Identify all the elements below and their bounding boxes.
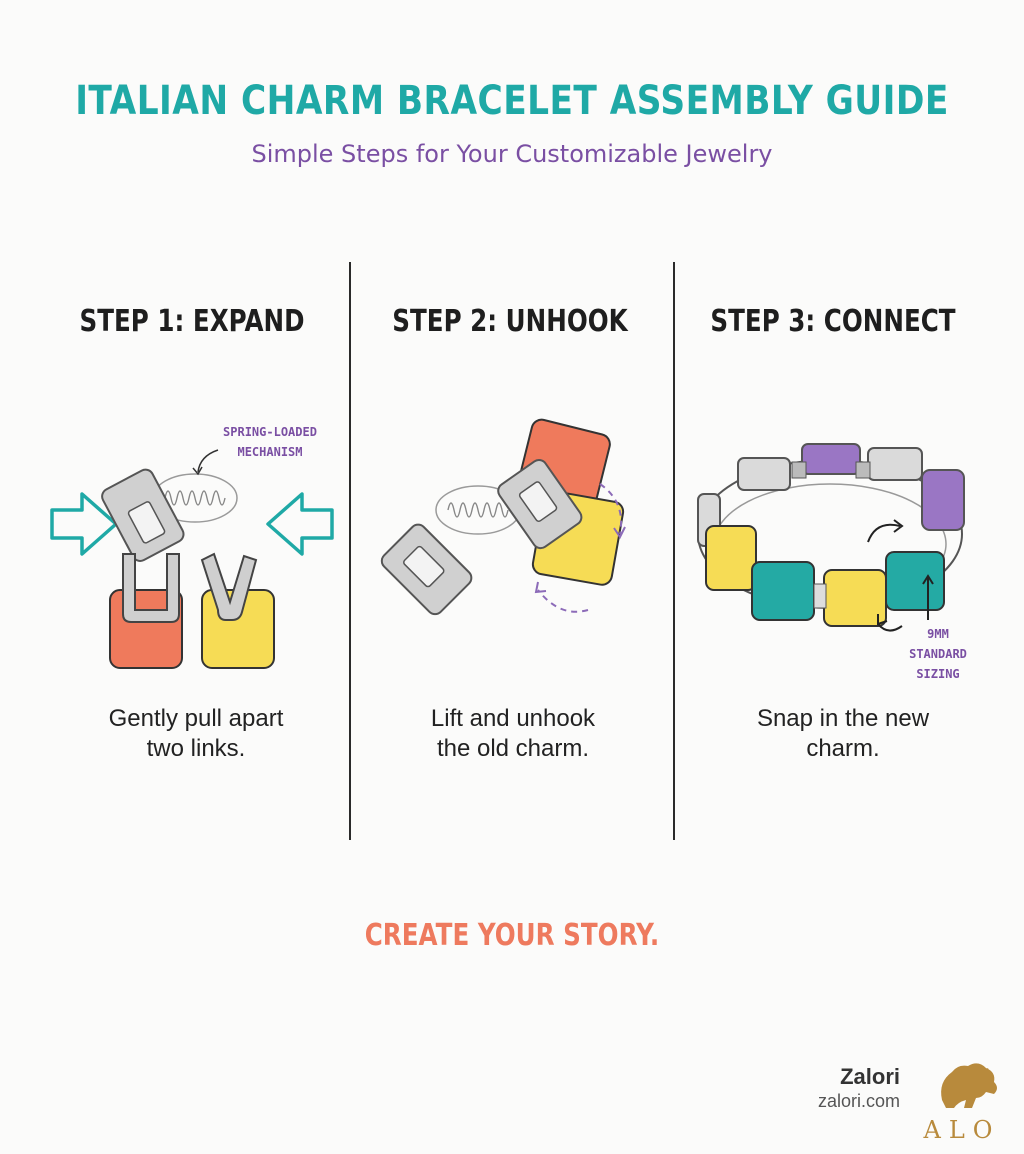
tagline: CREATE YOUR STORY. — [364, 918, 660, 953]
step-1-description: Gently pull apart two links. — [108, 705, 284, 762]
step-3-illustration — [690, 434, 990, 694]
lion-logo-icon — [916, 1052, 1016, 1142]
step-2-description: Lift and unhook the old charm. — [430, 705, 596, 762]
page-subtitle: Simple Steps for Your Customizable Jewelry — [251, 140, 773, 168]
sizing-callout-line3: SIZING — [916, 667, 960, 681]
step-1-illustration — [40, 410, 350, 680]
step-2-illustration — [388, 418, 648, 628]
silver-link — [379, 521, 475, 617]
brand-url[interactable]: zalori.com — [817, 1091, 900, 1111]
page-title: ITALIAN CHARM BRACELET ASSEMBLY GUIDE — [75, 78, 949, 124]
step-3-title: STEP 3: CONNECT — [710, 304, 956, 339]
silver-link — [99, 467, 186, 564]
right-arrow-icon — [268, 494, 332, 554]
yellow-charm — [202, 554, 274, 668]
logo-text: ALO — [923, 1116, 1001, 1142]
rotate-arrow-icon — [868, 525, 900, 542]
sizing-callout-line1: 9MM — [927, 627, 949, 641]
sizing-callout-line2: STANDARD — [909, 647, 967, 661]
brand-name: Zalori — [840, 1064, 900, 1089]
spring-coil — [165, 491, 225, 505]
step-1-title: STEP 1: EXPAND — [79, 304, 305, 339]
spring-callout-line2: MECHANISM — [237, 445, 303, 459]
divider-2 — [673, 262, 675, 840]
step-2-title: STEP 2: UNHOOK — [392, 304, 628, 339]
coral-charm — [110, 554, 182, 668]
spring-coil — [448, 503, 508, 517]
rotate-arrow-icon — [538, 590, 588, 612]
spring-callout-line1: SPRING-LOADED — [223, 425, 317, 439]
step-3-description: Snap in the new charm. — [756, 705, 930, 762]
